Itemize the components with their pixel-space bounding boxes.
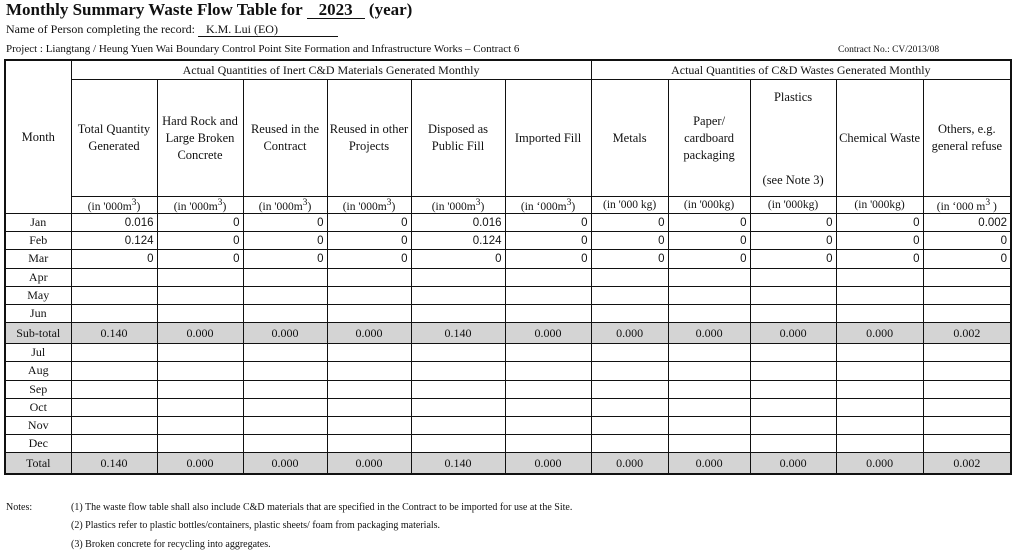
table-row — [5, 232, 1011, 250]
header-chemical: Chemical Waste — [836, 80, 923, 197]
value-cell — [668, 362, 750, 380]
subtotal-value: 0.000 — [591, 323, 668, 344]
rows-first-half — [5, 214, 1011, 323]
value-cell — [750, 286, 836, 304]
value-cell: 0 — [591, 250, 668, 268]
value-cell — [750, 344, 836, 362]
header-plastics-note: (see Note 3) — [762, 173, 824, 187]
value-cell — [327, 362, 411, 380]
subtotal-value: 0.140 — [71, 323, 157, 344]
value-cell — [923, 380, 1011, 398]
value-cell — [243, 380, 327, 398]
value-cell — [505, 398, 591, 416]
value-cell — [923, 268, 1011, 286]
subtotal-value: 0.000 — [668, 323, 750, 344]
subtotal-value: 0.140 — [411, 323, 505, 344]
total-value: 0.000 — [836, 453, 923, 475]
total-value: 0.000 — [505, 453, 591, 475]
subtotal-value: 0.000 — [157, 323, 243, 344]
value-cell — [411, 304, 505, 322]
total-value: 0.000 — [668, 453, 750, 475]
header-paper: Paper/ cardboard packaging — [668, 80, 750, 197]
value-cell — [591, 286, 668, 304]
value-cell — [505, 435, 591, 453]
subtotal-value: 0.000 — [505, 323, 591, 344]
subtotal-value: 0.000 — [836, 323, 923, 344]
value-cell — [591, 362, 668, 380]
value-cell — [591, 435, 668, 453]
value-cell: 0 — [505, 232, 591, 250]
value-cell: 0 — [923, 250, 1011, 268]
value-cell — [668, 344, 750, 362]
unit-others: (in ‘000 $m^3$ ) — [923, 197, 1011, 214]
value-cell — [327, 380, 411, 398]
month-cell: Oct — [5, 398, 71, 416]
month-cell: Feb — [5, 232, 71, 250]
total-value: 0.000 — [157, 453, 243, 475]
person-line — [6, 22, 338, 37]
value-cell — [836, 416, 923, 434]
value-cell — [411, 416, 505, 434]
value-cell — [243, 416, 327, 434]
total-value: 0.140 — [411, 453, 505, 475]
table-row — [5, 362, 1011, 380]
value-cell — [836, 268, 923, 286]
value-cell — [591, 344, 668, 362]
value-cell — [505, 304, 591, 322]
value-cell — [923, 286, 1011, 304]
value-cell — [668, 435, 750, 453]
total-value: 0.140 — [71, 453, 157, 475]
header-month: Month — [5, 60, 71, 214]
value-cell — [505, 380, 591, 398]
month-cell: May — [5, 286, 71, 304]
value-cell — [157, 286, 243, 304]
value-cell: 0 — [157, 214, 243, 232]
month-cell: Sep — [5, 380, 71, 398]
value-cell — [157, 416, 243, 434]
subtotal-section — [5, 323, 1011, 344]
unit-reused-other: (in '$000m^3$) — [327, 197, 411, 214]
value-cell — [327, 435, 411, 453]
value-cell — [668, 398, 750, 416]
table-row — [5, 286, 1011, 304]
table-row — [5, 416, 1011, 434]
unit-disposed: (in '$000m^3$) — [411, 197, 505, 214]
value-cell — [923, 398, 1011, 416]
value-cell — [157, 435, 243, 453]
unit-chemical: (in '000kg) — [836, 197, 923, 214]
value-cell — [157, 344, 243, 362]
project-line: Project : Liangtang / Heung Yuen Wai Boundary Control Point Site Formation and Infrastructure Works – Contract 6 — [6, 43, 520, 55]
value-cell — [71, 268, 157, 286]
month-cell: Aug — [5, 362, 71, 380]
table-row — [5, 304, 1011, 322]
value-cell: 0 — [243, 232, 327, 250]
unit-metals: (in '000 kg) — [591, 197, 668, 214]
value-cell: 0.002 — [923, 214, 1011, 232]
value-cell — [71, 344, 157, 362]
total-value: 0.000 — [327, 453, 411, 475]
value-cell — [71, 380, 157, 398]
value-cell: 0 — [411, 250, 505, 268]
value-cell — [243, 286, 327, 304]
total-value: 0.000 — [750, 453, 836, 475]
value-cell — [505, 344, 591, 362]
value-cell — [243, 435, 327, 453]
subtotal-value: 0.002 — [923, 323, 1011, 344]
value-cell — [411, 435, 505, 453]
value-cell — [505, 362, 591, 380]
subtotal-label: Sub-total — [5, 323, 71, 344]
table-row — [5, 250, 1011, 268]
value-cell — [505, 286, 591, 304]
value-cell — [923, 304, 1011, 322]
note-2: (2) Plastics refer to plastic bottles/containers, plastic sheets/ foam from packaging materials. — [71, 520, 441, 531]
unit-plastics: (in '000kg) — [750, 197, 836, 214]
value-cell — [157, 398, 243, 416]
total-section — [5, 453, 1011, 475]
value-cell — [157, 268, 243, 286]
value-cell: 0 — [157, 250, 243, 268]
value-cell: 0 — [327, 214, 411, 232]
unit-imported: (in ‘$000m^3$) — [505, 197, 591, 214]
value-cell — [668, 416, 750, 434]
value-cell — [327, 286, 411, 304]
value-cell — [836, 398, 923, 416]
value-cell: 0 — [505, 214, 591, 232]
value-cell — [591, 380, 668, 398]
subtotal-row — [5, 323, 1011, 344]
value-cell — [243, 398, 327, 416]
value-cell: 0.124 — [411, 232, 505, 250]
title-text: Monthly Summary Waste Flow Table for — [6, 0, 303, 19]
value-cell — [71, 435, 157, 453]
value-cell: 0.124 — [71, 232, 157, 250]
header-reused-contract: Reused in the Contract — [243, 80, 327, 197]
person-label: Name of Person completing the record: — [6, 22, 195, 36]
value-cell: 0.016 — [71, 214, 157, 232]
header-hard-rock: Hard Rock and Large Broken Concrete — [157, 80, 243, 197]
total-row — [5, 453, 1011, 475]
value-cell — [750, 416, 836, 434]
value-cell — [836, 286, 923, 304]
subtotal-value: 0.000 — [750, 323, 836, 344]
value-cell: 0 — [668, 232, 750, 250]
unit-hard-rock: (in '$000m^3$) — [157, 197, 243, 214]
value-cell — [327, 416, 411, 434]
value-cell — [157, 304, 243, 322]
value-cell — [836, 380, 923, 398]
unit-total-quantity: (in '$000m^3$) — [71, 197, 157, 214]
value-cell: 0 — [243, 250, 327, 268]
value-cell — [327, 304, 411, 322]
value-cell — [836, 362, 923, 380]
subtotal-value: 0.000 — [243, 323, 327, 344]
rows-second-half — [5, 344, 1011, 453]
page-title — [6, 0, 412, 20]
total-value: 0.000 — [591, 453, 668, 475]
value-cell — [750, 304, 836, 322]
total-value: 0.002 — [923, 453, 1011, 475]
month-cell: Mar — [5, 250, 71, 268]
value-cell — [327, 344, 411, 362]
value-cell — [668, 286, 750, 304]
value-cell — [71, 304, 157, 322]
group-header-inert: Actual Quantities of Inert C&D Materials Generated Monthly — [71, 60, 591, 80]
value-cell: 0 — [243, 214, 327, 232]
table-row — [5, 344, 1011, 362]
value-cell — [668, 268, 750, 286]
value-cell: 0 — [750, 232, 836, 250]
total-label: Total — [5, 453, 71, 475]
value-cell — [750, 435, 836, 453]
value-cell — [157, 380, 243, 398]
person-name: K.M. Lui (EO) — [198, 23, 338, 37]
value-cell — [591, 398, 668, 416]
value-cell — [327, 268, 411, 286]
value-cell — [750, 380, 836, 398]
title-year: 2023 — [307, 1, 365, 19]
value-cell: 0 — [505, 250, 591, 268]
header-metals: Metals — [591, 80, 668, 197]
value-cell: 0 — [327, 232, 411, 250]
value-cell — [505, 416, 591, 434]
unit-reused-contract: (in '$000m^3$) — [243, 197, 327, 214]
value-cell — [243, 362, 327, 380]
unit-paper: (in '000kg) — [668, 197, 750, 214]
title-suffix: (year) — [368, 0, 413, 19]
header-reused-other: Reused in other Projects — [327, 80, 411, 197]
value-cell — [923, 435, 1011, 453]
value-cell: 0 — [71, 250, 157, 268]
value-cell — [411, 268, 505, 286]
value-cell: 0 — [327, 250, 411, 268]
value-cell: 0 — [668, 250, 750, 268]
value-cell: 0 — [836, 250, 923, 268]
table-row — [5, 398, 1011, 416]
header-imported: Imported Fill — [505, 80, 591, 197]
value-cell — [750, 362, 836, 380]
value-cell — [411, 286, 505, 304]
value-cell — [591, 268, 668, 286]
note-1: (1) The waste flow table shall also include C&D materials that are specified in the Contract to be imported for use at the Site. — [71, 502, 573, 513]
contract-number: Contract No.: CV/2013/08 — [838, 45, 940, 55]
header-others: Others, e.g. general refuse — [923, 80, 1011, 197]
value-cell — [243, 344, 327, 362]
waste-flow-table — [4, 59, 1012, 475]
header-plastics — [750, 80, 836, 197]
value-cell — [243, 268, 327, 286]
value-cell: 0 — [750, 250, 836, 268]
value-cell — [71, 416, 157, 434]
table-row — [5, 268, 1011, 286]
value-cell — [591, 416, 668, 434]
value-cell: 0 — [591, 214, 668, 232]
value-cell — [750, 398, 836, 416]
value-cell — [750, 268, 836, 286]
group-header-wastes: Actual Quantities of C&D Wastes Generated Monthly — [591, 60, 1011, 80]
month-cell: Jul — [5, 344, 71, 362]
value-cell — [923, 344, 1011, 362]
note-3: (3) Broken concrete for recycling into aggregates. — [71, 539, 271, 550]
table-row — [5, 380, 1011, 398]
value-cell — [411, 344, 505, 362]
value-cell: 0 — [668, 214, 750, 232]
value-cell — [411, 362, 505, 380]
month-cell: Jun — [5, 304, 71, 322]
table-row — [5, 214, 1011, 232]
value-cell — [668, 380, 750, 398]
month-cell: Jan — [5, 214, 71, 232]
value-cell — [327, 398, 411, 416]
total-value: 0.000 — [243, 453, 327, 475]
header-total-quantity: Total Quantity Generated — [71, 80, 157, 197]
value-cell — [923, 362, 1011, 380]
value-cell — [591, 304, 668, 322]
month-cell: Nov — [5, 416, 71, 434]
header-plastics-label: Plastics — [773, 90, 813, 104]
value-cell — [668, 304, 750, 322]
month-cell: Dec — [5, 435, 71, 453]
value-cell — [505, 268, 591, 286]
value-cell — [71, 398, 157, 416]
value-cell: 0.016 — [411, 214, 505, 232]
value-cell — [836, 435, 923, 453]
value-cell — [923, 416, 1011, 434]
month-cell: Apr — [5, 268, 71, 286]
value-cell: 0 — [836, 214, 923, 232]
value-cell: 0 — [157, 232, 243, 250]
value-cell — [157, 362, 243, 380]
value-cell: 0 — [750, 214, 836, 232]
value-cell — [411, 380, 505, 398]
value-cell: 0 — [836, 232, 923, 250]
value-cell — [243, 304, 327, 322]
value-cell — [836, 344, 923, 362]
value-cell — [836, 304, 923, 322]
value-cell — [411, 398, 505, 416]
table-row — [5, 435, 1011, 453]
value-cell: 0 — [923, 232, 1011, 250]
subtotal-value: 0.000 — [327, 323, 411, 344]
value-cell — [71, 286, 157, 304]
value-cell: 0 — [591, 232, 668, 250]
value-cell — [71, 362, 157, 380]
header-disposed: Disposed as Public Fill — [411, 80, 505, 197]
notes-label: Notes: — [6, 502, 33, 513]
